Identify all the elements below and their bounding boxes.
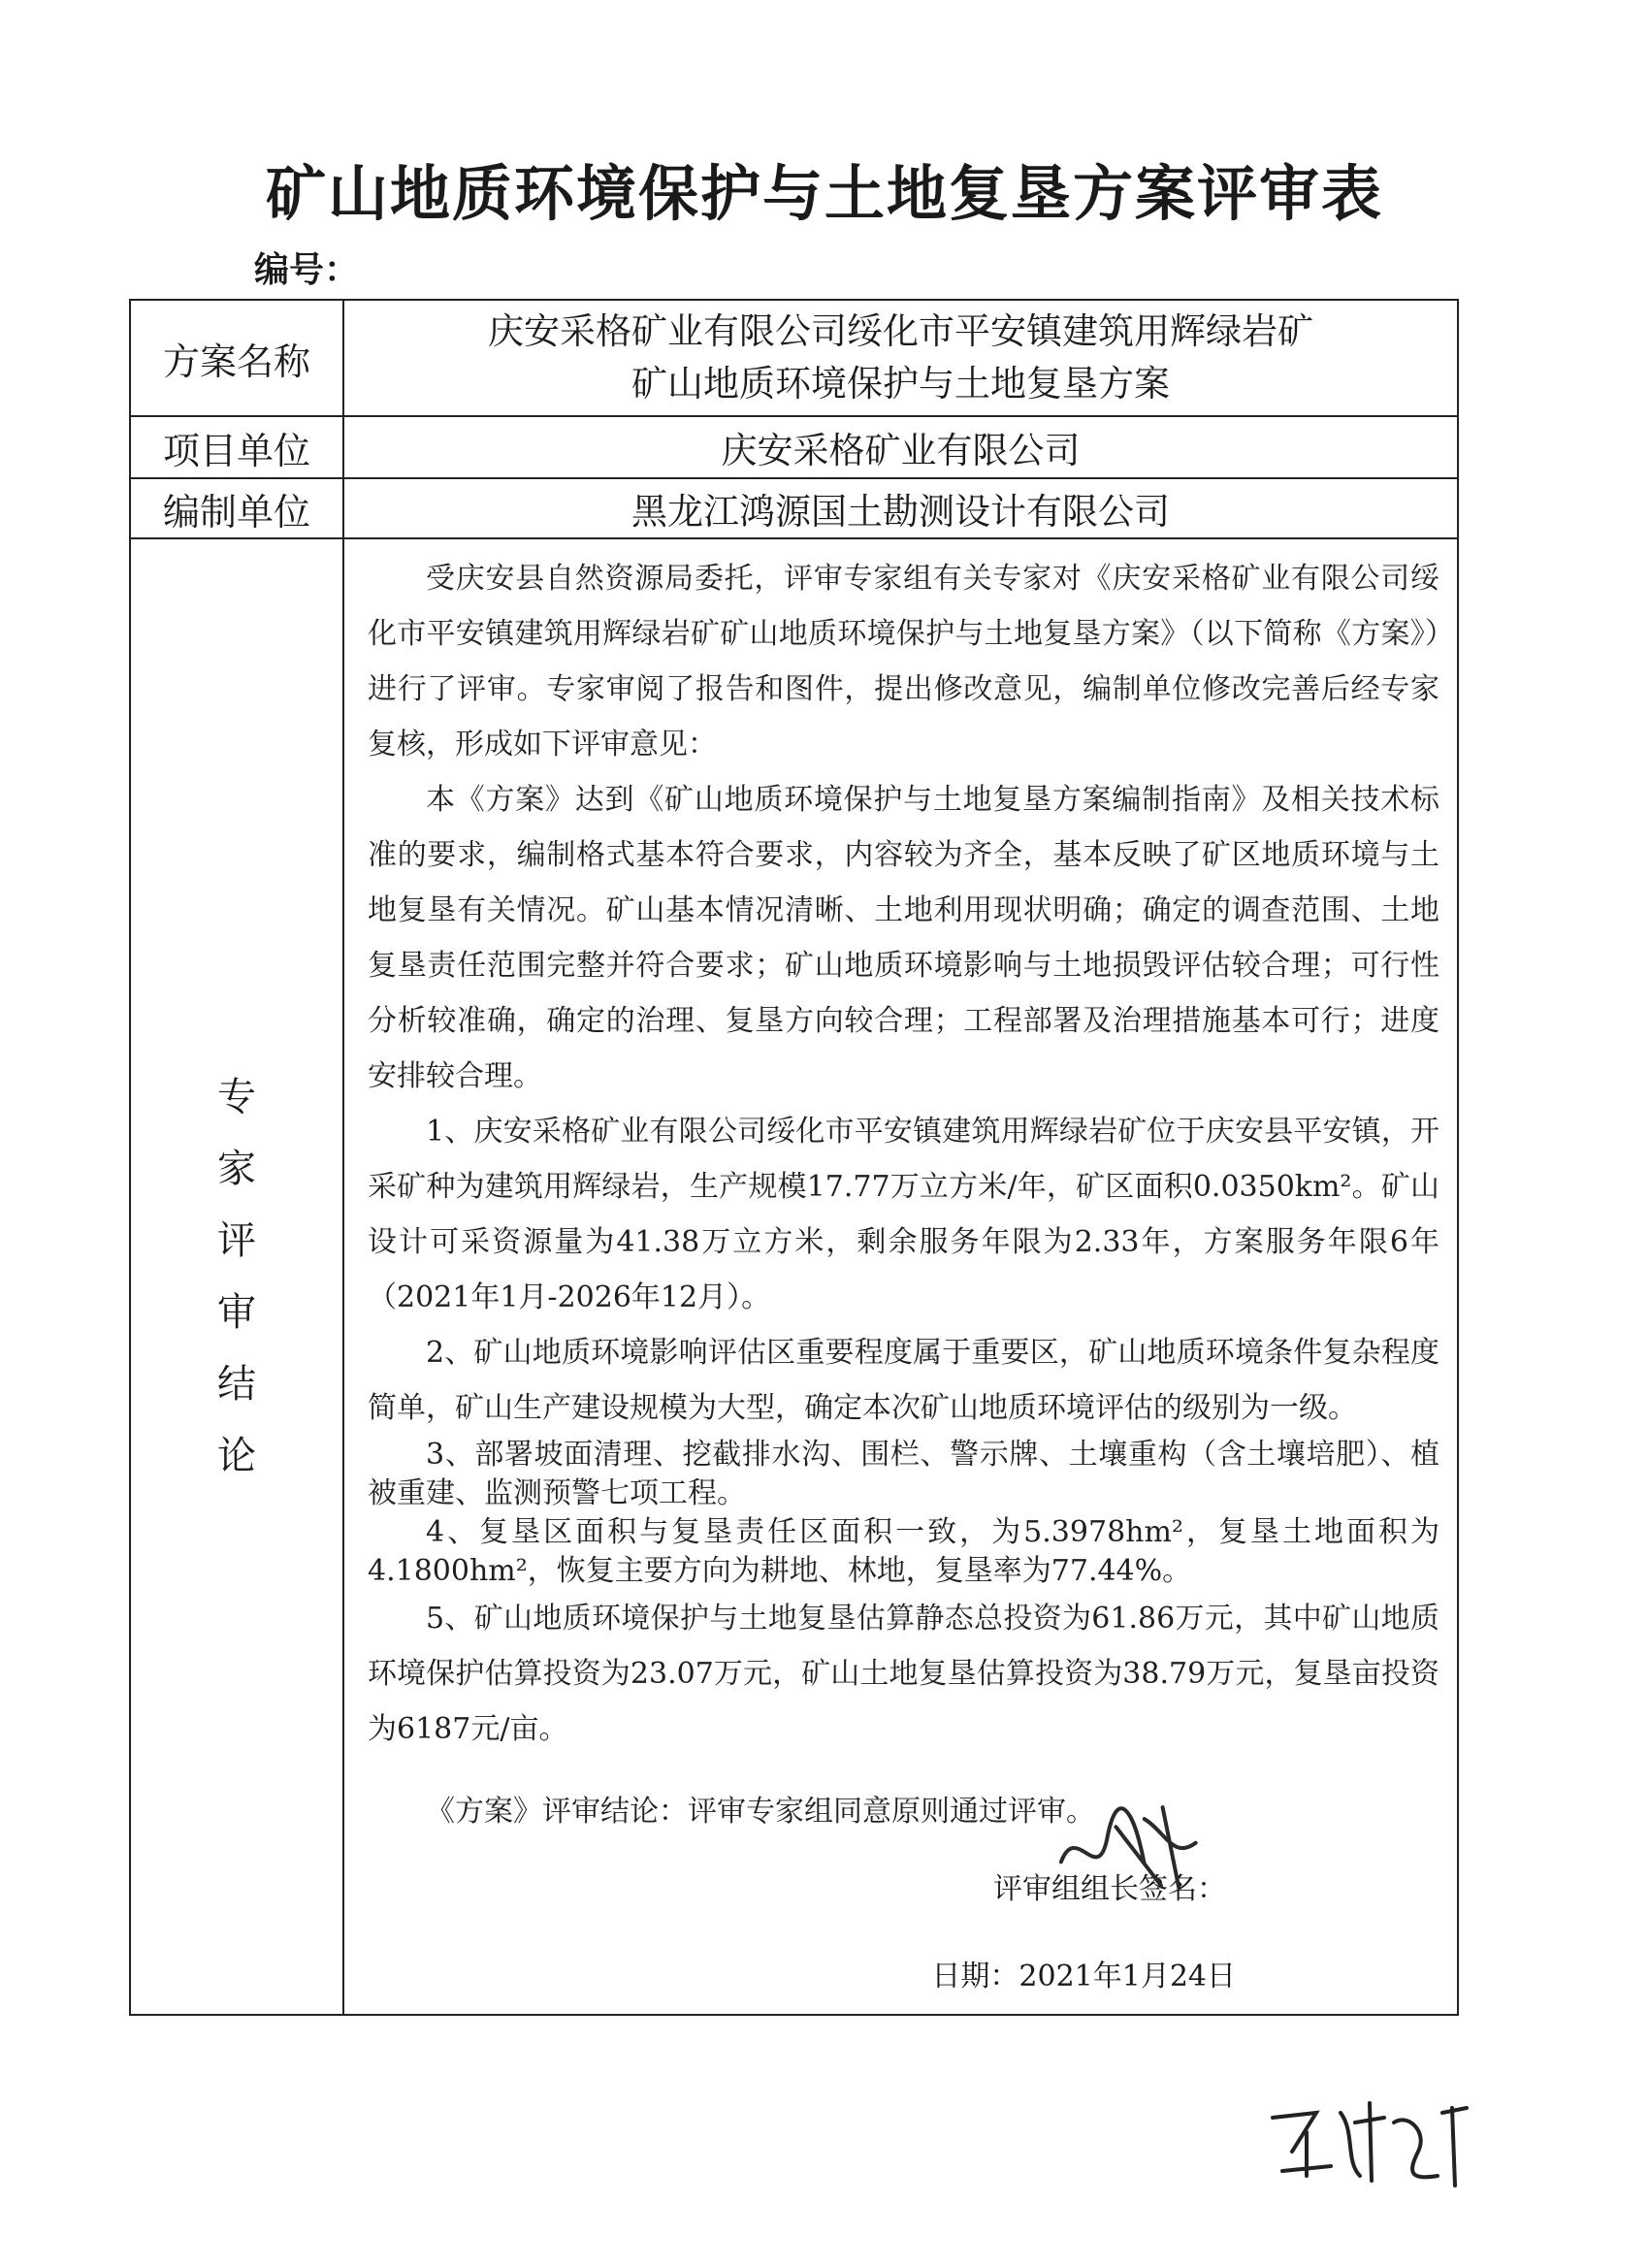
plan-name-row	[130, 300, 1458, 416]
review-row	[130, 538, 1458, 2015]
review-label-char: 专	[217, 1075, 256, 1119]
plan-name-line2: 矿山地质环境保护与土地复垦方案	[631, 363, 1170, 405]
project-unit-row	[130, 416, 1458, 478]
review-point-3: 3、部署坡面清理、挖截排水沟、围栏、警示牌、土壤重构（含土壤培肥）、植被重建、监测预警七项工程。	[368, 1438, 1439, 1510]
project-unit-label: 项目单位	[130, 416, 343, 478]
compiler-row	[130, 478, 1458, 538]
review-summary: 本《方案》达到《矿山地质环境保护与土地复垦方案编制指南》及相关技术标准的要求，编制格式基本符合要求，内容较为齐全，基本反映了矿区地质环境与土地复垦有关情况。矿山基本情况清晰、土地利用现状明确；确定的调查范围、土地复垦责任范围完整并符合要求；矿山地质环境影响与土地损毁评估较合理；可行性分析较准确，确定的治理、复垦方向较合理；工程部署及治理措施基本可行；进度安排较合理。	[368, 783, 1439, 1093]
review-body	[343, 538, 1458, 2015]
review-label-char: 审	[217, 1290, 256, 1335]
review-point-2: 2、矿山地质环境影响评估区重要程度属于重要区，矿山地质环境条件复杂程度简单，矿山生产建设规模为大型，确定本次矿山地质环境评估的级别为一级。	[368, 1336, 1439, 1425]
review-label-char: 结	[217, 1362, 256, 1407]
compiler-label: 编制单位	[130, 478, 343, 538]
review-point-5: 5、矿山地质环境保护与土地复垦估算静态总投资为61.86万元，其中矿山地质环境保护估算投资为23.07万元，矿山土地复垦估算投资为38.79万元，复垦亩投资为6187元/亩。	[368, 1602, 1439, 1746]
review-intro: 受庆安县自然资源局委托，评审专家组有关专家对《庆安采格矿业有限公司绥化市平安镇建筑用辉绿岩矿矿山地质环境保护与土地复垦方案》（以下简称《方案》）进行了评审。专家审阅了报告和图件，提出修改意见，编制单位修改完善后经专家复核，形成如下评审意见：	[368, 562, 1439, 761]
review-point-4: 4、复垦区面积与复垦责任区面积一致，为5.3978hm²，复垦土地面积为4.1800hm²，恢复主要方向为耕地、林地，复垦率为77.44%。	[368, 1515, 1439, 1588]
compiler-value: 黑龙江鸿源国土勘测设计有限公司	[343, 478, 1458, 538]
plan-name-line1: 庆安采格矿业有限公司绥化市平安镇建筑用辉绿岩矿	[488, 310, 1313, 352]
project-unit-value: 庆安采格矿业有限公司	[343, 416, 1458, 478]
plan-name-label: 方案名称	[130, 300, 343, 416]
review-conclusion-label	[130, 538, 343, 2015]
leader-signature-icon	[1046, 1789, 1213, 1929]
review-conclusion: 《方案》评审结论：评审专家组同意原则通过评审。	[426, 1795, 1095, 1829]
review-label-char: 论	[217, 1434, 256, 1478]
code-label: 编号：	[254, 250, 360, 290]
document-title: 矿山地质环境保护与土地复垦方案评审表	[265, 158, 1383, 229]
plan-name-value	[343, 300, 1458, 416]
review-table	[129, 299, 1459, 2016]
review-label-char: 家	[217, 1147, 256, 1191]
review-label-char: 评	[217, 1218, 256, 1263]
signer-label: 评审组组长签名：	[993, 1872, 1226, 1906]
review-date: 日期：2021年1月24日	[931, 1960, 1236, 1993]
review-point-1: 1、庆安采格矿业有限公司绥化市平安镇建筑用辉绿岩矿位于庆安县平安镇，开采矿种为建筑用辉绿岩，生产规模17.77万立方米/年，矿区面积0.0350km²。矿山设计可采资源量为41.38万立方米，剩余服务年限为2.33年，方案服务年限6年（2021年1月-2026年12月）。	[368, 1115, 1439, 1314]
signature-line	[368, 1864, 1226, 1907]
handwritten-signature-icon	[1263, 2084, 1476, 2217]
